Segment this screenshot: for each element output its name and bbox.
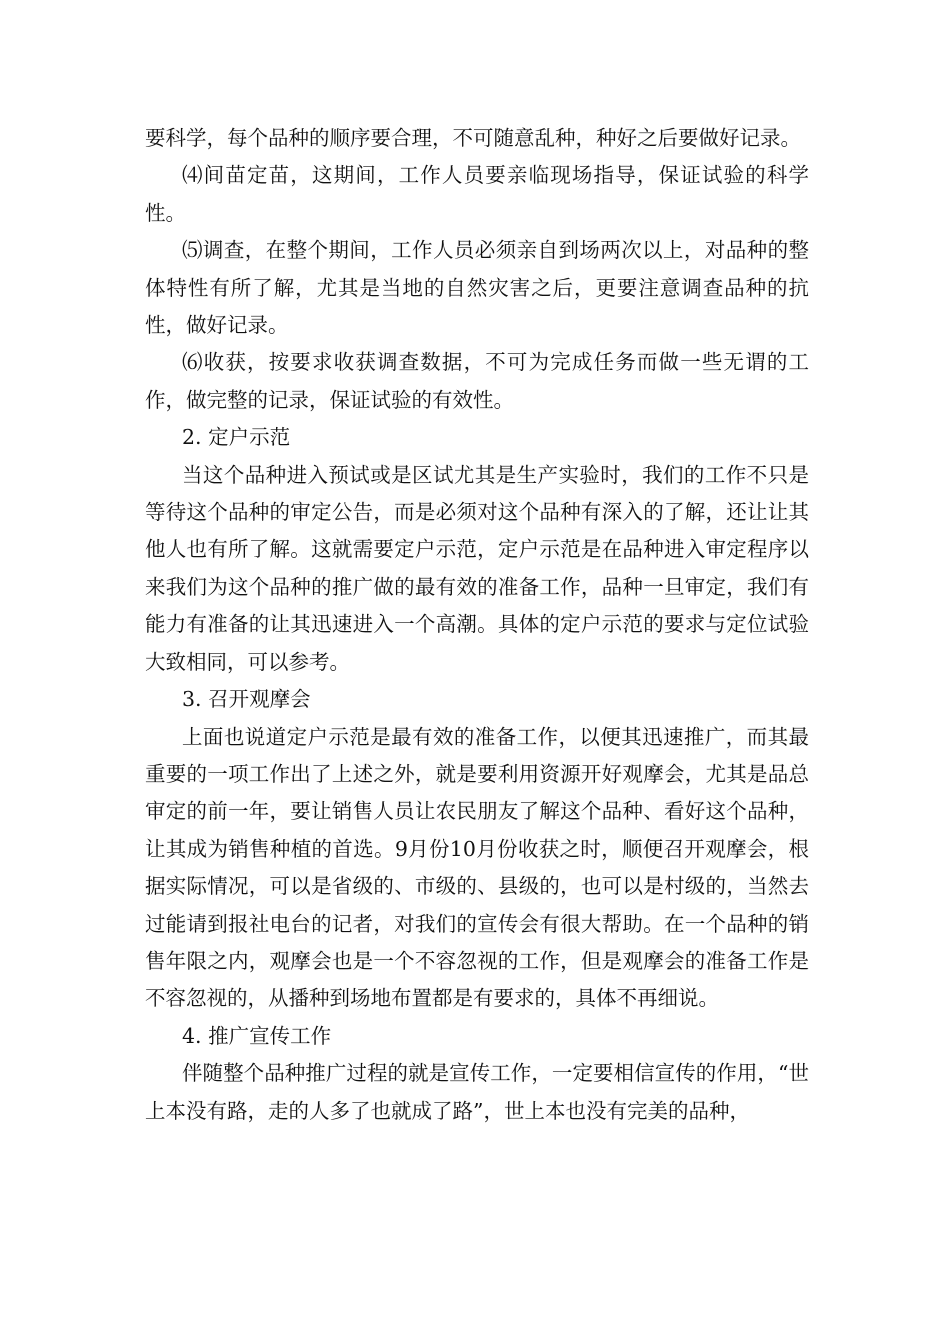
list-item-6: ⑹收获，按要求收获调查数据，不可为完成任务而做一些无谓的工作，做完整的记录，保证试验的有效性。 bbox=[145, 350, 809, 412]
paragraph-promotion: 伴随整个品种推广过程的就是宣传工作，一定要相信宣传的作用，“世上本没有路，走的人多了也就成了路”，世上本也没有完美的品种， bbox=[145, 1061, 809, 1123]
document-body bbox=[145, 120, 809, 1130]
paragraph-demonstration: 当这个品种进入预试或是区试尤其是生产实验时，我们的工作不只是等待这个品种的审定公告，而是必须对这个品种有深入的了解，还让让其他人也有所了解。这就需要定户示范，定户示范是在品种进入审定程序以来我们为这个品种的推广做的最有效的准备工作，品种一旦审定，我们有能力有准备的让其迅速进入一个高潮。具体的定户示范的要求与定位试验大致相同，可以参考。 bbox=[145, 462, 809, 674]
list-item-4: ⑷间苗定苗，这期间，工作人员要亲临现场指导，保证试验的科学性。 bbox=[145, 163, 809, 225]
section-heading-4: 4. 推广宣传工作 bbox=[182, 1023, 332, 1048]
paragraph-observation-meeting: 上面也说道定户示范是最有效的准备工作，以便其迅速推广，而其最重要的一项工作出了上述之外，就是要利用资源开好观摩会，尤其是品总审定的前一年，要让销售人员让农民朋友了解这个品种、看好这个品种，让其成为销售种植的首选。9月份10月份收获之时，顺便召开观摩会，根据实际情况，可以是省级的、市级的、县级的，也可以是村级的，当然去过能请到报社电台的记者，对我们的宣传会有很大帮助。在一个品种的销售年限之内，观摩会也是一个不容忽视的工作，但是观摩会的准备工作是不容忽视的，从播种到场地布置都是有要求的，具体不再细说。 bbox=[145, 724, 809, 1011]
list-item-5: ⑸调查，在整个期间，工作人员必须亲自到场两次以上，对品种的整体特性有所了解，尤其是当地的自然灾害之后，更要注意调查品种的抗性，做好记录。 bbox=[145, 238, 809, 338]
paragraph-continued: 要科学，每个品种的顺序要合理，不可随意乱种，种好之后要做好记录。 bbox=[145, 126, 801, 150]
section-heading-2: 2. 定户示范 bbox=[182, 425, 291, 450]
section-heading-3: 3. 召开观摩会 bbox=[182, 687, 311, 712]
